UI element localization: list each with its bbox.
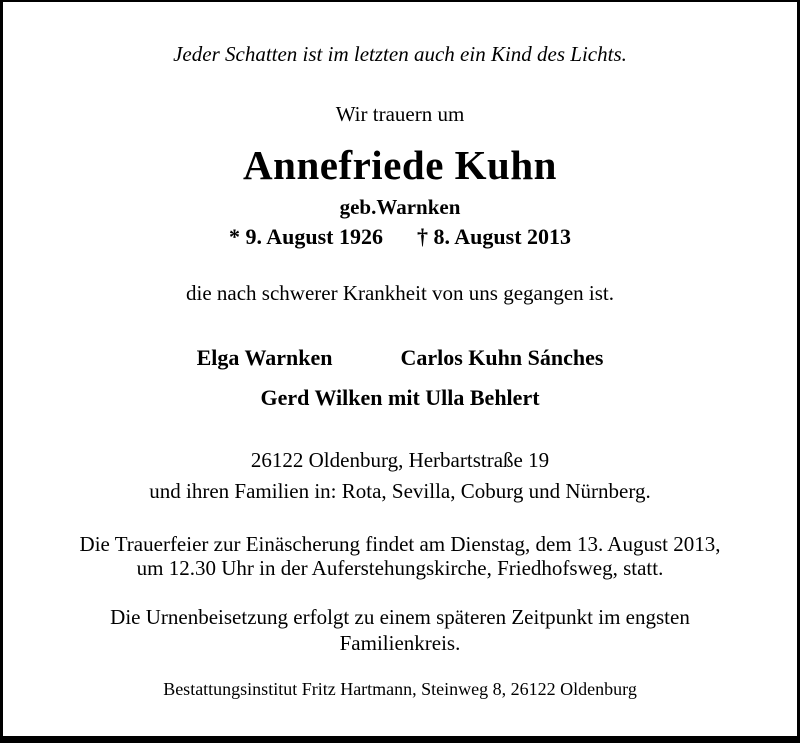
urn-burial-info	[3, 604, 797, 656]
mourners-second-row: Gerd Wilken mit Ulla Behlert	[260, 385, 540, 410]
mourner-carlos-kuhn-sanches: Carlos Kuhn Sánches	[400, 345, 604, 370]
funeral-service-line1: Die Trauerfeier zur Einäscherung findet am Dienstag, dem 13. August 2013,	[79, 532, 721, 556]
passing-line: die nach schwerer Krankheit von uns gegangen ist.	[185, 281, 615, 305]
deceased-name: Annefriede Kuhn	[243, 142, 557, 188]
funeral-service-line2: um 12.30 Uhr in der Auferstehungskirche, Friedhofsweg, statt.	[136, 556, 664, 580]
birth-date: * 9. August 1926	[228, 224, 383, 249]
intro-line: Wir trauern um	[335, 102, 465, 126]
families-line: und ihren Familien in: Rota, Sevilla, Coburg und Nürnberg.	[149, 479, 651, 503]
address-line: 26122 Oldenburg, Herbartstraße 19	[250, 448, 550, 472]
urn-burial-line1: Die Urnenbeisetzung erfolgt zu einem späteren Zeitpunkt im engsten	[110, 605, 690, 629]
maiden-name: geb.Warnken	[339, 195, 461, 219]
funeral-home-line: Bestattungsinstitut Fritz Hartmann, Steinweg 8, 26122 Oldenburg	[163, 679, 637, 699]
epigraph-quote: Jeder Schatten ist im letzten auch ein Kind des Lichts.	[173, 42, 627, 66]
mourners-first-row	[3, 345, 797, 371]
urn-burial-line2: Familienkreis.	[339, 631, 461, 655]
funeral-service-info	[3, 532, 797, 580]
mourner-elga-warnken: Elga Warnken	[196, 345, 333, 370]
life-dates-row	[3, 224, 797, 250]
death-date: † 8. August 2013	[417, 224, 572, 249]
